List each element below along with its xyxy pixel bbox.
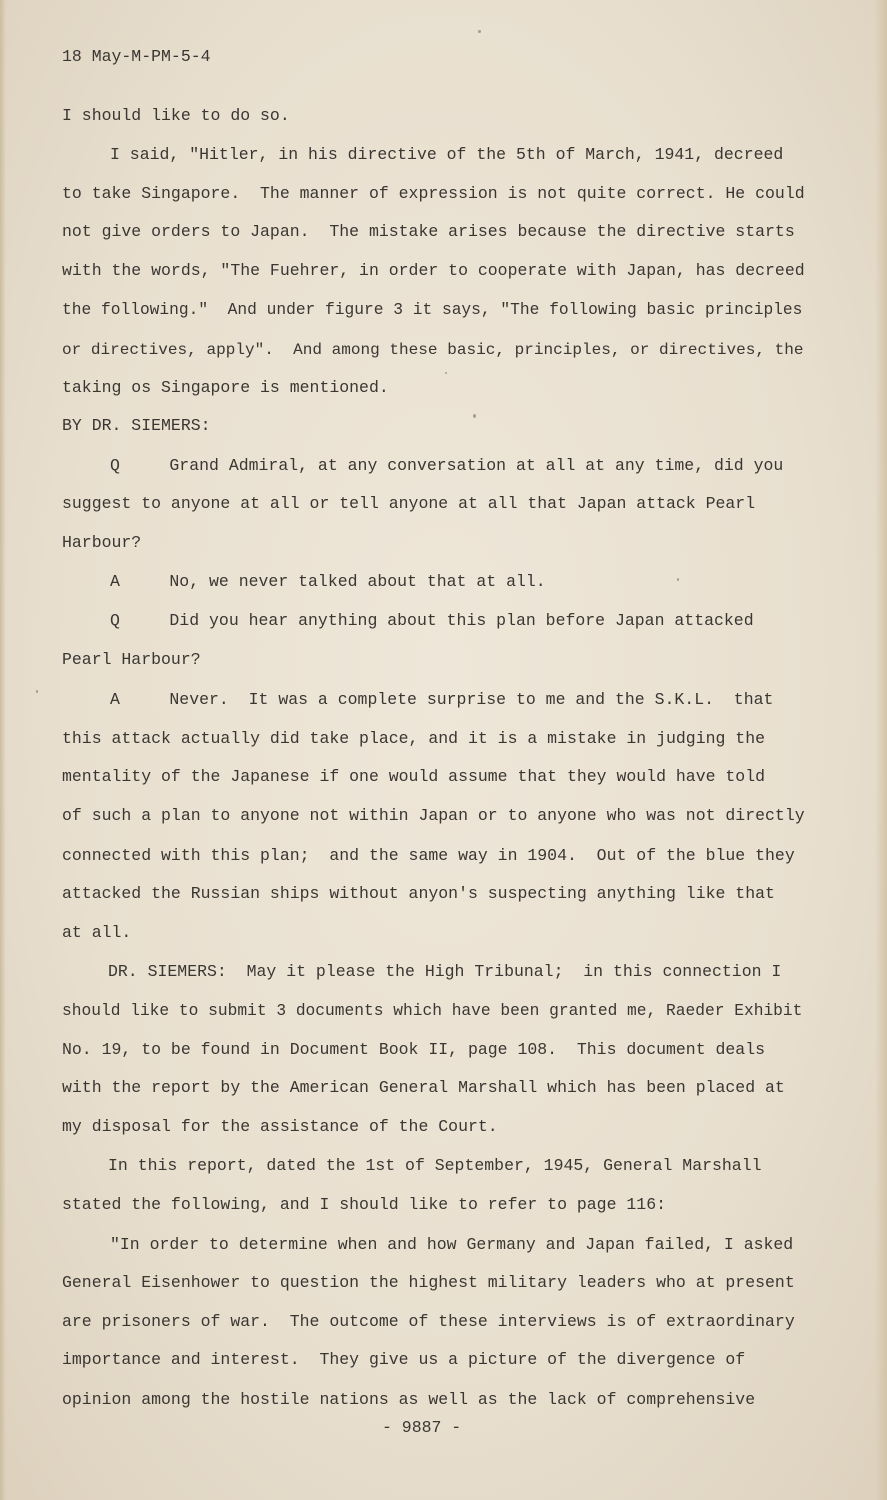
text-line: I should like to do so. — [62, 106, 290, 125]
quote-line: importance and interest. They give us a picture of the divergence of — [62, 1350, 746, 1369]
text-line: attacked the Russian ships without anyon's suspecting anything like that — [62, 884, 775, 903]
paper-speck — [473, 414, 476, 418]
text-line: stated the following, and I should like to refer to page 116: — [62, 1195, 666, 1214]
page-header: 18 May-M-PM-5-4 — [62, 47, 211, 66]
speaker-heading: BY DR. SIEMERS: — [62, 416, 211, 435]
text-line: with the words, "The Fuehrer, in order to cooperate with Japan, has decreed — [62, 261, 805, 280]
answer-line: A Never. It was a complete surprise to me and the S.K.L. that — [110, 690, 774, 709]
quote-line: opinion among the hostile nations as well as the lack of comprehensive — [62, 1390, 756, 1409]
text-line: Pearl Harbour? — [62, 650, 201, 669]
text-line: the following." And under figure 3 it says, "The following basic principles — [62, 300, 803, 319]
text-line: No. 19, to be found in Document Book II, page 108. This document deals — [62, 1040, 766, 1059]
paper-speck — [677, 578, 679, 581]
text-line: should like to submit 3 documents which have been granted me, Raeder Exhibit — [62, 1001, 803, 1020]
paper-speck — [36, 690, 38, 693]
text-line: my disposal for the assistance of the Court. — [62, 1117, 498, 1136]
text-line: mentality of the Japanese if one would assume that they would have told — [62, 767, 766, 786]
text-line: Harbour? — [62, 533, 142, 552]
text-line: not give orders to Japan. The mistake arises because the directive starts — [62, 222, 795, 241]
text-line: at all. — [62, 923, 132, 942]
text-line: to take Singapore. The manner of expression is not quite correct. He could — [62, 184, 805, 203]
quote-line: "In order to determine when and how Germany and Japan failed, I asked — [110, 1235, 794, 1254]
paper-speck — [445, 372, 447, 374]
text-line: taking os Singapore is mentioned. — [62, 378, 389, 397]
text-line: connected with this plan; and the same way in 1904. Out of the blue they — [62, 846, 795, 865]
page-edge-right — [875, 0, 887, 1500]
question-line: Q Grand Admiral, at any conversation at all at any time, did you — [110, 456, 784, 475]
quote-line: General Eisenhower to question the highest military leaders who at present — [62, 1273, 795, 1292]
answer-line: A No, we never talked about that at all. — [110, 572, 546, 591]
quote-line: are prisoners of war. The outcome of these interviews is of extraordinary — [62, 1312, 795, 1331]
page-number: - 9887 - — [382, 1418, 462, 1437]
text-line: In this report, dated the 1st of September, 1945, General Marshall — [108, 1156, 762, 1175]
text-line: I said, "Hitler, in his directive of the 5th of March, 1941, decreed — [110, 145, 784, 164]
page-edge-left — [0, 0, 6, 1500]
text-line: or directives, apply". And among these basic, principles, or directives, the — [62, 341, 804, 359]
text-line: with the report by the American General Marshall which has been placed at — [62, 1078, 785, 1097]
text-line: suggest to anyone at all or tell anyone at all that Japan attack Pearl — [62, 494, 756, 513]
speaker-line: DR. SIEMERS: May it please the High Tribunal; in this connection I — [108, 962, 782, 981]
text-line: this attack actually did take place, and it is a mistake in judging the — [62, 729, 766, 748]
question-line: Q Did you hear anything about this plan before Japan attacked — [110, 611, 754, 630]
text-line: of such a plan to anyone not within Japan or to anyone who was not directly — [62, 806, 805, 825]
paper-speck — [478, 30, 481, 33]
